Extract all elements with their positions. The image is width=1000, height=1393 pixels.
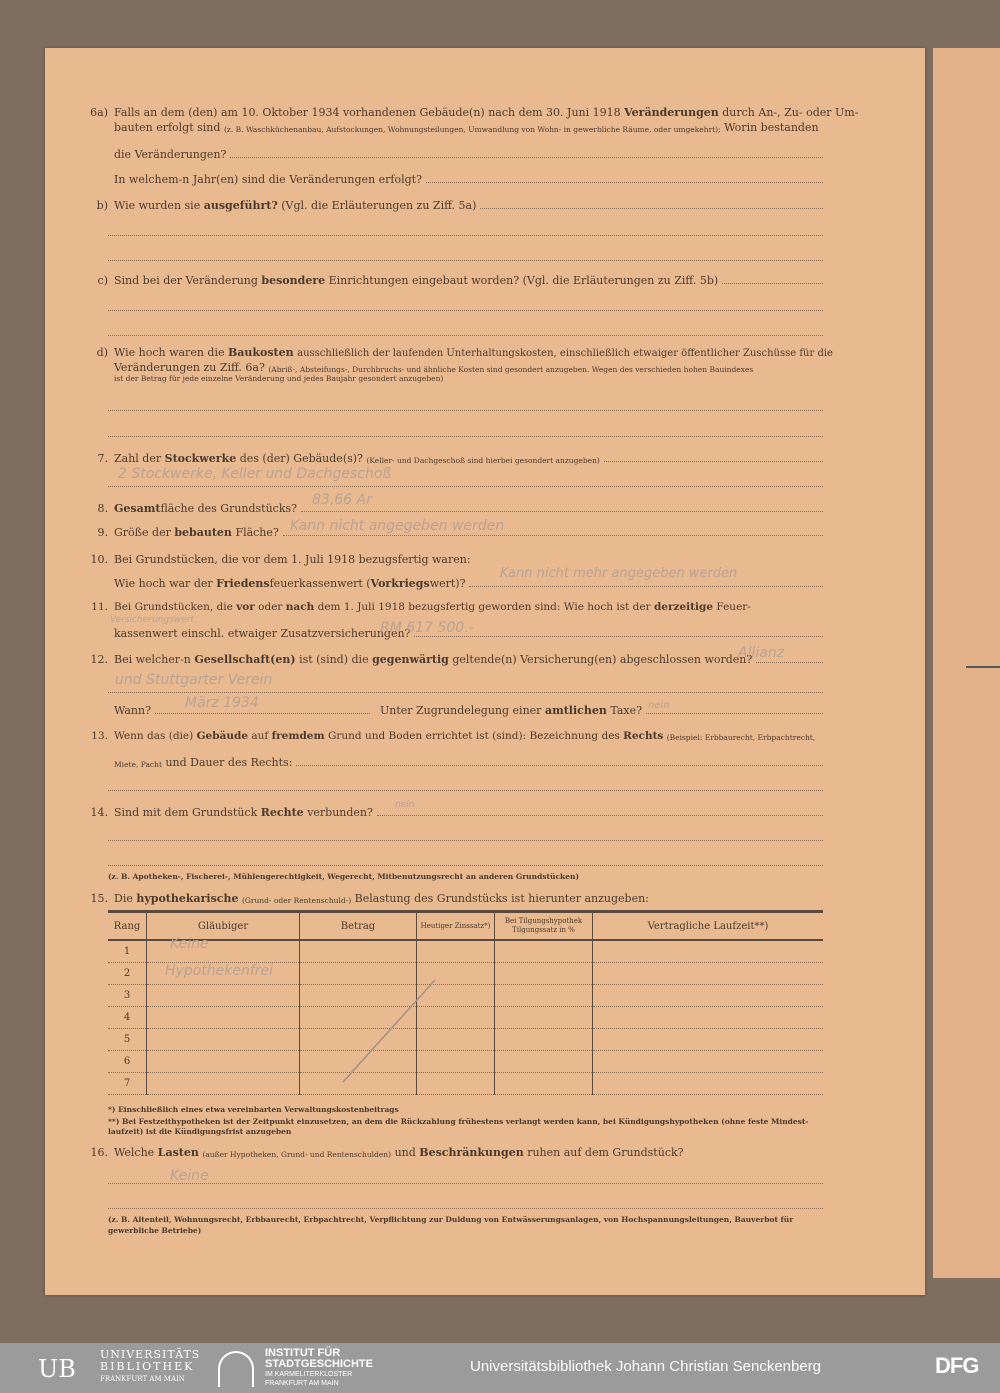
text: die Veränderungen? [114,148,227,161]
handwritten-answer: 83,66 Ar [312,492,372,508]
ub-logo[interactable] [8,1351,98,1387]
small-text: ist der Betrag für jede einzelne Veränderung und jedes Baujahr gesondert anzugeben) [114,374,444,383]
handwritten-answer: Keine [170,1168,209,1184]
q-num: c) [97,274,108,287]
col-laufzeit: Vertragliche Laufzeit**) [593,912,824,941]
bold-text: Gebäude [196,730,249,742]
ub-logo-text: UB [38,1355,76,1383]
answer-line [108,1183,823,1184]
text: Fläche? [235,526,279,539]
text: Bei welcher-n [114,653,191,666]
bold-text: Rechts [623,730,664,742]
text: Sind bei der Veränderung [114,274,258,287]
library-name[interactable]: Universitätsbibliothek Johann Christian Senckenberg [470,1358,822,1375]
text: Sind mit dem Grundstück [114,806,258,819]
text: Worin bestanden [724,121,819,134]
text: auf [251,730,269,742]
handwritten-answer: Kann nicht mehr angegeben werden [500,566,738,581]
small-text: (Abriß-, Absteifungs-, Durchbruchs- und ähnliche Kosten sind gesondert anzugeben. Wegen des verschieden hohen Bauindexes [268,365,754,374]
q-num: 7. [97,452,108,465]
rank-cell: 6 [108,1051,147,1073]
text: dem 1. Juli 1918 bezugsfertig geworden sind: Wie hoch ist der [317,601,651,613]
q-num: 12. [90,653,108,666]
q16 [88,1146,823,1159]
q-num: 11. [91,601,108,613]
handwritten-answer: Allianz [738,645,785,661]
small-text: (Grund- oder Rentenschuld-) [241,896,352,905]
text: des (der) Gebäude(s)? [239,452,363,465]
text: Die [114,892,133,905]
handwritten-note: Versicherungswert [110,615,194,625]
footnote-2: **) Bei Festzeithypotheken ist der Zeitpunkt einzusetzen, an dem die Rückzahlung frühestens verlangt werden kann, bei Kündigungshypotheken (ohne feste Mindest-laufzeit) ist die Kündigungsfrist anzugeben [108,1117,809,1136]
answer-line [108,1208,823,1209]
text: Einrichtungen eingebaut worden? (Vgl. die Erläuterungen zu Ziff. 5b) [328,274,719,287]
text: ruhen auf dem Grundstück? [527,1146,684,1159]
handwritten-answer: nein [648,700,670,711]
handwritten-answer: März 1934 [185,695,259,711]
q-num: 9. [97,526,108,539]
text: Feuer- [716,601,751,613]
footnote-1: *) Einschließlich eines etwa vereinbarten Verwaltungskostenbeitrags [108,1105,399,1114]
col-tilgungssatz: Bei Tilgungshypothek Tilgungssatz in % [495,912,593,941]
text: Wie wurden sie [114,199,201,212]
q14-note: (z. B. Apotheken-, Fischerei-, Mühlengerechtigkeit, Wegerecht, Mitbenutzungsrecht an anderen Grundstücken) [108,872,579,881]
text: Taxe? [610,704,642,717]
text: Welche [114,1146,155,1159]
text: Unter Zugrundelegung einer [379,704,542,717]
text: Zahl der [114,452,162,465]
text: Falls an dem (den) am 10. Oktober 1934 vorhandenen Gebäude(n) nach dem 30. Juni 1918 [114,106,621,119]
rank-cell: 7 [108,1073,147,1095]
rank-cell: 2 [108,963,147,985]
isg-name[interactable] [265,1348,373,1388]
bold-text: bebauten [174,526,232,539]
small-text: (außer Hypotheken, Grund- und Rentenschulden) [202,1150,392,1159]
q-num: 15. [90,892,108,905]
q-num: 10. [90,553,108,566]
bold-text: nach [285,601,315,613]
col-zinssatz: Heutiger Zinssatz*) [417,912,495,941]
small-text: (Beispiel: Erbbaurecht, Erbpachtrecht, [666,733,816,742]
rank-cell: 3 [108,985,147,1007]
text: Wie hoch war der [114,577,213,590]
text: feuerkassenwert ( [269,577,371,590]
bold-text: Gesellschaft(en) [194,653,296,666]
q-num: 13. [91,730,108,742]
handwritten-answer: Hypothekenfrei [165,963,274,979]
col-glaeubiger: Gläubiger [147,912,300,941]
bold-text: ausgeführt? [203,199,278,212]
text: Belastung des Grundstücks ist hierunter anzugeben: [354,892,649,905]
text: In welchem-n Jahr(en) sind die Veränderungen erfolgt? [114,173,422,186]
text: wert)? [429,577,466,590]
handwritten-answer: nein [395,800,415,810]
dfg-logo[interactable]: DFG [935,1353,979,1378]
text: durch An-, Zu- oder Um- [722,106,859,119]
handwritten-answer: 2 Stockwerke, Keller und Dachgeschoß [118,466,392,482]
col-betrag: Betrag [300,912,417,941]
isg-line1: INSTITUT FÜR [265,1347,341,1359]
text: fläche des Grundstücks? [160,502,298,515]
bold-text: Rechte [260,806,304,819]
isg-line4: FRANKFURT AM MAIN [265,1380,339,1387]
small-text: (Keller- und Dachgeschoß sind hierbei gesondert anzugeben) [366,456,600,465]
text: Wenn das (die) [114,730,194,742]
bold-text: besondere [261,274,326,287]
text: ausschließlich der laufenden Unterhaltungskosten, einschließlich etwaiger öffentlicher Zuschüsse für die [297,348,833,359]
text: Grund und Boden errichtet ist (sind): Bezeichnung des [327,730,620,742]
bold-text: Vorkriegs [370,577,430,590]
isg-line3: IM KARMELITERKLOSTER [265,1371,353,1378]
text: Wann? [114,704,151,717]
rank-cell: 5 [108,1029,147,1051]
q-num: d) [96,346,108,359]
text: verbunden? [307,806,373,819]
bold-text: hypothekarische [136,892,239,905]
ub-line2: BIBLIOTHEK [100,1360,195,1373]
q-num: b) [96,199,108,212]
text: und [394,1146,416,1159]
q-num: 8. [97,502,108,515]
text: oder [258,601,283,613]
text: Bei Grundstücken, die vor dem 1. Juli 1918 bezugsfertig waren: [114,553,471,566]
bold-text: Beschränkungen [419,1146,524,1159]
text: geltende(n) Versicherung(en) abgeschlossen worden? [452,653,753,666]
bold-text: derzeitige [653,601,714,613]
handwritten-answer: RM 617 500.- [380,620,474,636]
rank-cell: 4 [108,1007,147,1029]
bold-text: Friedens [216,577,270,590]
handwritten-answer: und Stuttgarter Verein [115,672,273,688]
ub-line3: FRANKFURT AM MAIN [100,1375,185,1383]
isg-line2: STADTGESCHICHTE [265,1358,373,1370]
ub-line1: UNIVERSITÄTS [100,1348,201,1361]
small-text: (z. B. Waschküchenanbau, Aufstockungen, Wohnungsteilungen, Umwandlung von Wohn- in gewerbliche Räume, oder umgekehrt); [223,125,721,134]
handwritten-answer: Keine [170,936,209,952]
rank-cell: 1 [108,940,147,963]
q16-note: (z. B. Altenteil, Wohnungsrecht, Erbbaurecht, Erbpachtrecht, Verpflichtung zur Duldung von Entwässerungsanlagen, von Hochspannungsleitungen, Bauverbot für gewerbliche Betriebe) [108,1215,794,1235]
bold-text: Lasten [157,1146,199,1159]
q-num: 16. [90,1146,108,1159]
text: ist (sind) die [299,653,369,666]
footer-bar [0,1343,1000,1393]
isg-arch-icon [218,1351,254,1387]
bold-text: Gesamt [114,502,161,515]
text: kassenwert einschl. etwaiger Zusatzversicherungen? [114,627,411,640]
text: bauten erfolgt sind [114,121,221,134]
q-num: 6a) [90,106,108,119]
text: (Vgl. die Erläuterungen zu Ziff. 5a) [281,199,477,212]
text: Wie hoch waren die [114,346,225,359]
ub-name [100,1349,200,1385]
bold-text: fremdem [271,730,325,742]
text: Größe der [114,526,171,539]
text: Veränderungen zu Ziff. 6a? [114,361,265,374]
bold-text: Baukosten [227,346,294,359]
col-rang: Rang [108,912,147,941]
bold-text: gegenwärtig [372,653,449,666]
bold-text: Veränderungen [624,106,719,119]
text: und Dauer des Rechts: [165,756,293,769]
text: Bei Grundstücken, die [114,601,233,613]
q-num: 14. [90,806,108,819]
bold-text: vor [236,601,255,613]
bold-text: Stockwerke [164,452,237,465]
small-text: Miete, Pacht [114,760,162,769]
handwritten-answer: Kann nicht angegeben werden [290,518,505,534]
bold-text: amtlichen [544,704,607,717]
